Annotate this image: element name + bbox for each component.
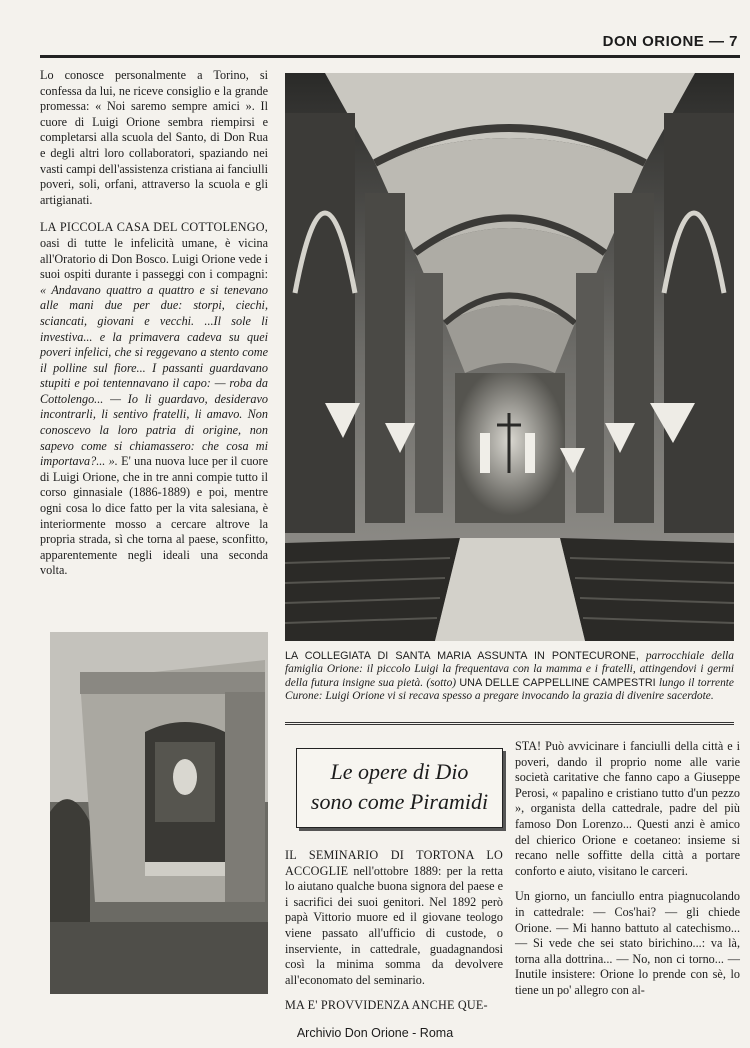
photo-caption [285, 650, 734, 704]
article-title-line1: Le opere di Dio [330, 759, 469, 784]
caption-divider [285, 722, 734, 725]
section-lead-cottolengo: LA PICCOLA CASA DEL COTTOLENGO, [40, 220, 268, 235]
paragraph-fanciullo: Un giorno, un fanciullo entra piagnucolando in cattedrale: — Cos'hai? — gli chiede Orione. — Mi hanno battuto al catechismo... — Si vede che sei stato birichino...: va là, torna alla dottrina... — No, non ci torno... — Inutile insistere: Orione lo prende con sè, lo tiene un po' allegro con al- [515, 889, 740, 997]
article-title-box [296, 748, 503, 828]
page-header-title: DON ORIONE — 7 [602, 33, 738, 50]
paragraph-cottolengo [40, 220, 268, 579]
caption-chapel-title: UNA DELLE CAPPELLINE CAMPESTRI [459, 676, 656, 689]
caption-chapel-text: lungo il torrente Curone: Luigi Orione vi si recava spesso a pregare invocando la grazia di divenire sacerdote. [285, 676, 734, 703]
paragraph-seminario [285, 848, 503, 988]
country-chapel-photo [50, 632, 268, 994]
paragraph-cottolengo-end: E' una nuova luce per il cuore di Luigi Orione, che in tre anni compie tutto il corso ginnasiale (1886-1889) e poi, mentre ogni cosa lo dice fatto per la vita salesiana, è interiormente mosso a cercare altrove la propria strada, sì che torna al paese, sconfitto, apparentemente negli ideali una seconda volta. [40, 454, 268, 578]
section-lead-seminario: IL SEMINARIO DI TORTONA LO ACCOGLIE [285, 848, 503, 878]
paragraph-torino: Lo conosce personalmente a Torino, si confessa da lui, ne riceve consiglio e la grande promessa: « Noi saremo sempre amici ». Il cuore di Luigi Orione sembra riempirsi e completarsi alla scuola del Santo, di Don Rua e degli altri loro collaboratori, spaziando nei vasti campi dell'assistenza cristiana ai fanciulli poveri, soli, orfani, attraverso la scuola e gli artigianati. [40, 68, 268, 207]
caption-church-title: LA COLLEGIATA DI SANTA MARIA ASSUNTA IN PONTECURONE, [285, 650, 639, 662]
archive-footer: Archivio Don Orione - Roma [296, 1026, 454, 1040]
left-column-text [40, 68, 268, 591]
page-header [40, 33, 740, 58]
caption-church-text: parrocchiale della famiglia Orione: il piccolo Luigi la frequentava con la mamma e i fratelli, attingendovi i germi della futura insigne sua pietà. (sotto) [285, 650, 734, 689]
paragraph-provvidenza [285, 998, 503, 1014]
section-lead-provvidenza: MA E' PROVVIDENZA ANCHE QUE- [285, 998, 488, 1013]
paragraph-seminario-body: nell'ottobre 1889: per la retta lo aiutano qualche buona signora del paese e i sacrifici dei suoi genitori. Nel 1892 però papà Vittorio muore ed il giovane teologo viene passato all'ufficio di custode, o inserviente, in cattedrale, guadagnandosi così la minima somma da devolvere all'economato del seminario. [285, 863, 503, 987]
church-interior-photo [285, 73, 734, 641]
right-column-text [515, 739, 740, 1009]
orione-quote: « Andavano quattro a quattro e si tenevano alle mani due per due: storpi, ciechi, sciancati, giovani e vecchi. ...Il sole li investiva... e la primavera cadeva su quei poveri infelici, che si reggevano a stento come il polline sul fiore... I passanti guardavano stupiti e poi tentennavano il capo: — roba da Cottolengo... — Io li guardavo, desideravo incontrarli, li sentivo fratelli, li amavo. Non conoscevo la loro patria di origine, non sapevo come si chiamassero: che cosa mi importava?... ». [40, 282, 268, 469]
paragraph-perosi: STA! Può avvicinare i fanciulli della città e i poveri, dando il proprio nome alle varie società caritative che fanno capo a Giuseppe Perosi, « papalino e cristiano tutto d'un pezzo », organista della cattedrale, padre del più famoso Don Lorenzo... Questi anzi è amico del chierico Orione e coetaneo: insieme si recano nelle soffitte della città a portare conforto e aiuto, visitano le carceri. [515, 739, 740, 878]
middle-column-text [285, 848, 503, 1024]
article-title-line2: sono come Piramidi [310, 789, 489, 814]
paragraph-cottolengo-intro: oasi di tutte le infelicità umane, è vicina all'Oratorio di Don Bosco. Luigi Orione vede i suoi ospiti durante i passeggi con i compagni: [40, 235, 268, 282]
